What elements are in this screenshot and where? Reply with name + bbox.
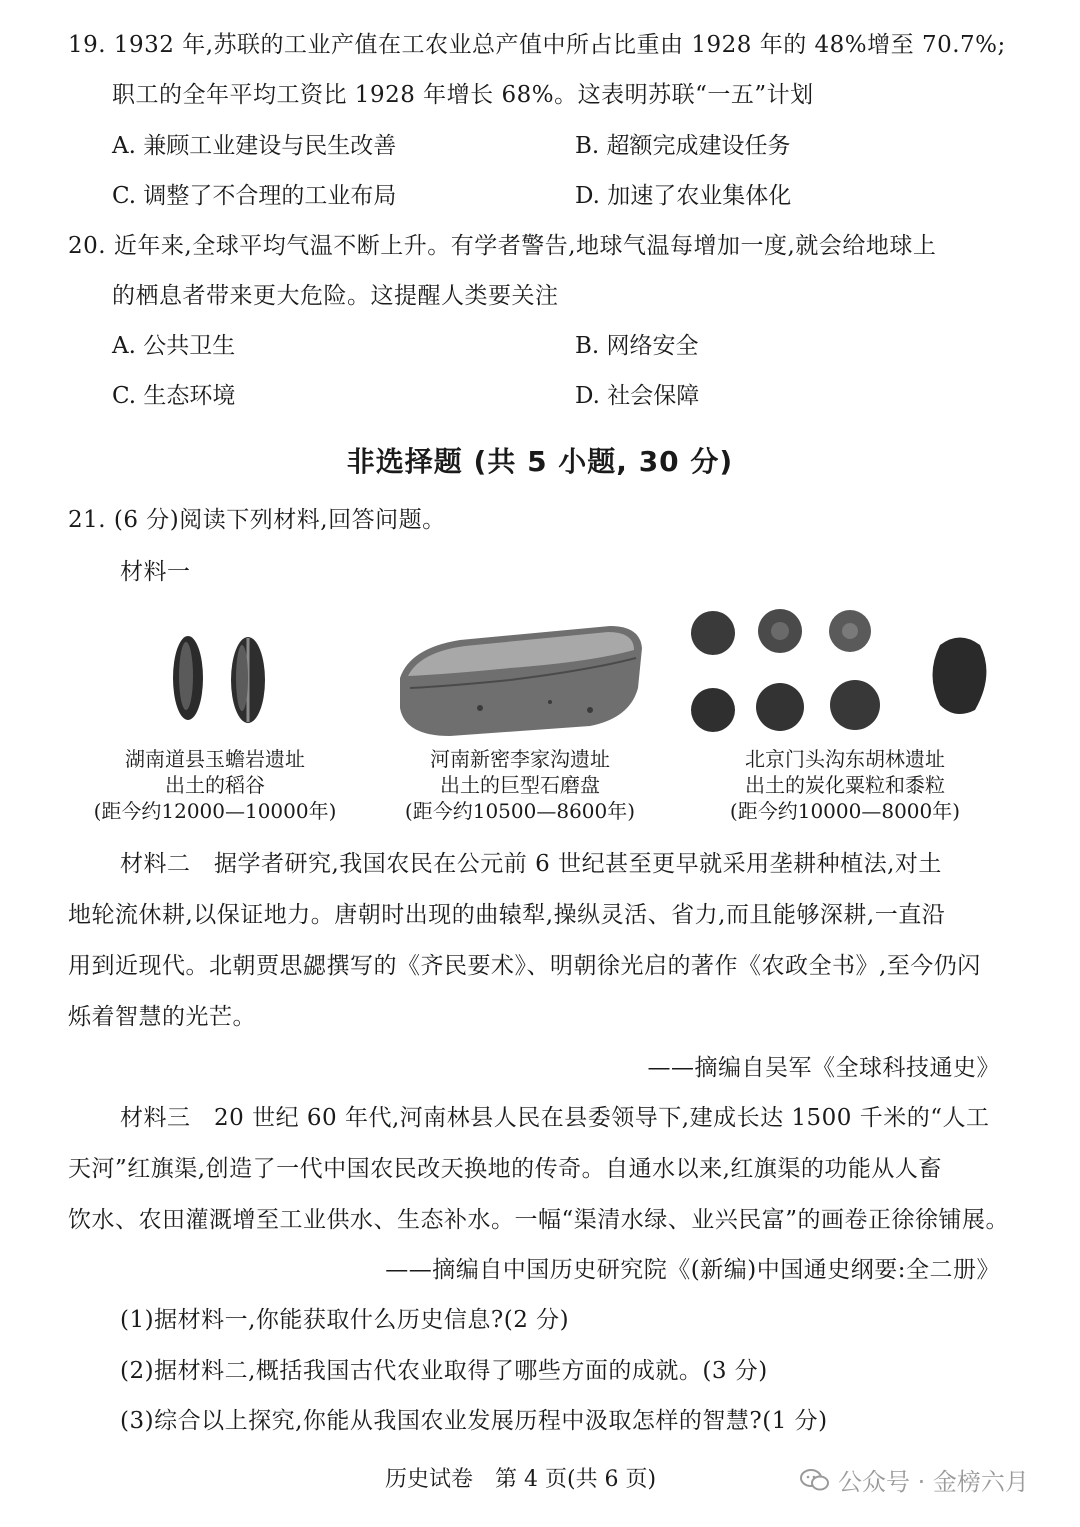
- q20-option-a: A. 公共卫生: [112, 333, 236, 359]
- material3-source: ——摘编自中国历史研究院《(新编)中国通史纲要:全二册》: [385, 1257, 1000, 1283]
- q19-stem-line2: 职工的全年平均工资比 1928 年增长 68%。这表明苏联“一五”计划: [112, 82, 814, 108]
- grinding-stone-image: [390, 618, 650, 743]
- q20-stem-line2: 的栖息者带来更大危险。这提醒人类要关注: [112, 283, 559, 309]
- material2-line3: 用到近现代。北朝贾思勰撰写的《齐民要术》、明朝徐光启的著作《农政全书》,至今仍闪: [68, 953, 981, 979]
- figure2-caption-line2: 出土的巨型石磨盘: [440, 773, 600, 797]
- material1-label: 材料一: [120, 559, 191, 585]
- material2-source: ——摘编自吴军《全球科技通史》: [647, 1055, 1000, 1081]
- q19-stem-line1: 19. 1932 年,苏联的工业产值在工农业总产值中所占比重由 1928 年的 48%增至 70.7%;: [68, 32, 1006, 58]
- figure3-caption-line3: (距今约10000—8000年): [729, 799, 961, 823]
- q19-option-d: D. 加速了农业集体化: [575, 183, 792, 209]
- wechat-icon: [800, 1468, 830, 1492]
- figure1-caption-line3: (距今约12000—10000年): [93, 799, 337, 823]
- figure1-caption-line2: 出土的稻谷: [165, 773, 265, 797]
- material2-line2: 地轮流休耕,以保证地力。唐朝时出现的曲辕犁,操纵灵活、省力,而且能够深耕,一直沿: [68, 902, 946, 928]
- q20-stem-line1: 20. 近年来,全球平均气温不断上升。有学者警告,地球气温每增加一度,就会给地球上: [68, 233, 937, 259]
- q20-option-c: C. 生态环境: [112, 383, 236, 409]
- material2-line4: 烁着智慧的光芒。: [68, 1004, 256, 1030]
- q19-option-b: B. 超额完成建设任务: [575, 133, 791, 159]
- q21-subquestion-2: (2)据材料二,概括我国古代农业取得了哪些方面的成就。(3 分): [120, 1358, 768, 1384]
- q21-subquestion-1: (1)据材料一,你能获取什么历史信息?(2 分): [120, 1307, 570, 1333]
- q20-option-b: B. 网络安全: [575, 333, 699, 359]
- figure2-caption-line1: 河南新密李家沟遗址: [430, 747, 610, 771]
- figure1-caption-line1: 湖南道县玉蟾岩遗址: [125, 747, 305, 771]
- q21-intro: 21. (6 分)阅读下列材料,回答问题。: [68, 507, 446, 533]
- material3-line1: 材料三 20 世纪 60 年代,河南林县人民在县委领导下,建成长达 1500 千米的“人工: [120, 1105, 990, 1131]
- carbonized-grains-image: [685, 605, 1005, 740]
- material3-line3: 饮水、农田灌溉增至工业供水、生态补水。一幅“渠清水绿、业兴民富”的画卷正徐徐铺展。: [68, 1207, 1010, 1233]
- q19-option-c: C. 调整了不合理的工业布局: [112, 183, 397, 209]
- material3-line2: 天河”红旗渠,创造了一代中国农民改天换地的传奇。自通水以来,红旗渠的功能从人畜: [68, 1156, 942, 1182]
- section-title: 非选择题 (共 5 小题, 30 分): [346, 445, 734, 478]
- material2-line1: 材料二 据学者研究,我国农民在公元前 6 世纪甚至更早就采用垄耕种植法,对土: [120, 851, 942, 877]
- q21-subquestion-3: (3)综合以上探究,你能从我国农业发展历程中汲取怎样的智慧?(1 分): [120, 1408, 828, 1434]
- figure3-caption-line2: 出土的炭化粟粒和黍粒: [745, 773, 945, 797]
- q19-option-a: A. 兼顾工业建设与民生改善: [112, 133, 397, 159]
- page-footer: 历史试卷 第 4 页(共 6 页): [385, 1467, 657, 1492]
- watermark-text: 公众号 · 金榜六月: [838, 1468, 1029, 1496]
- watermark: [800, 1462, 1029, 1497]
- figure2-caption-line3: (距今约10500—8600年): [404, 799, 636, 823]
- figure3-caption-line1: 北京门头沟东胡林遗址: [745, 747, 945, 771]
- rice-grain-image: [150, 630, 280, 730]
- q20-option-d: D. 社会保障: [575, 383, 700, 409]
